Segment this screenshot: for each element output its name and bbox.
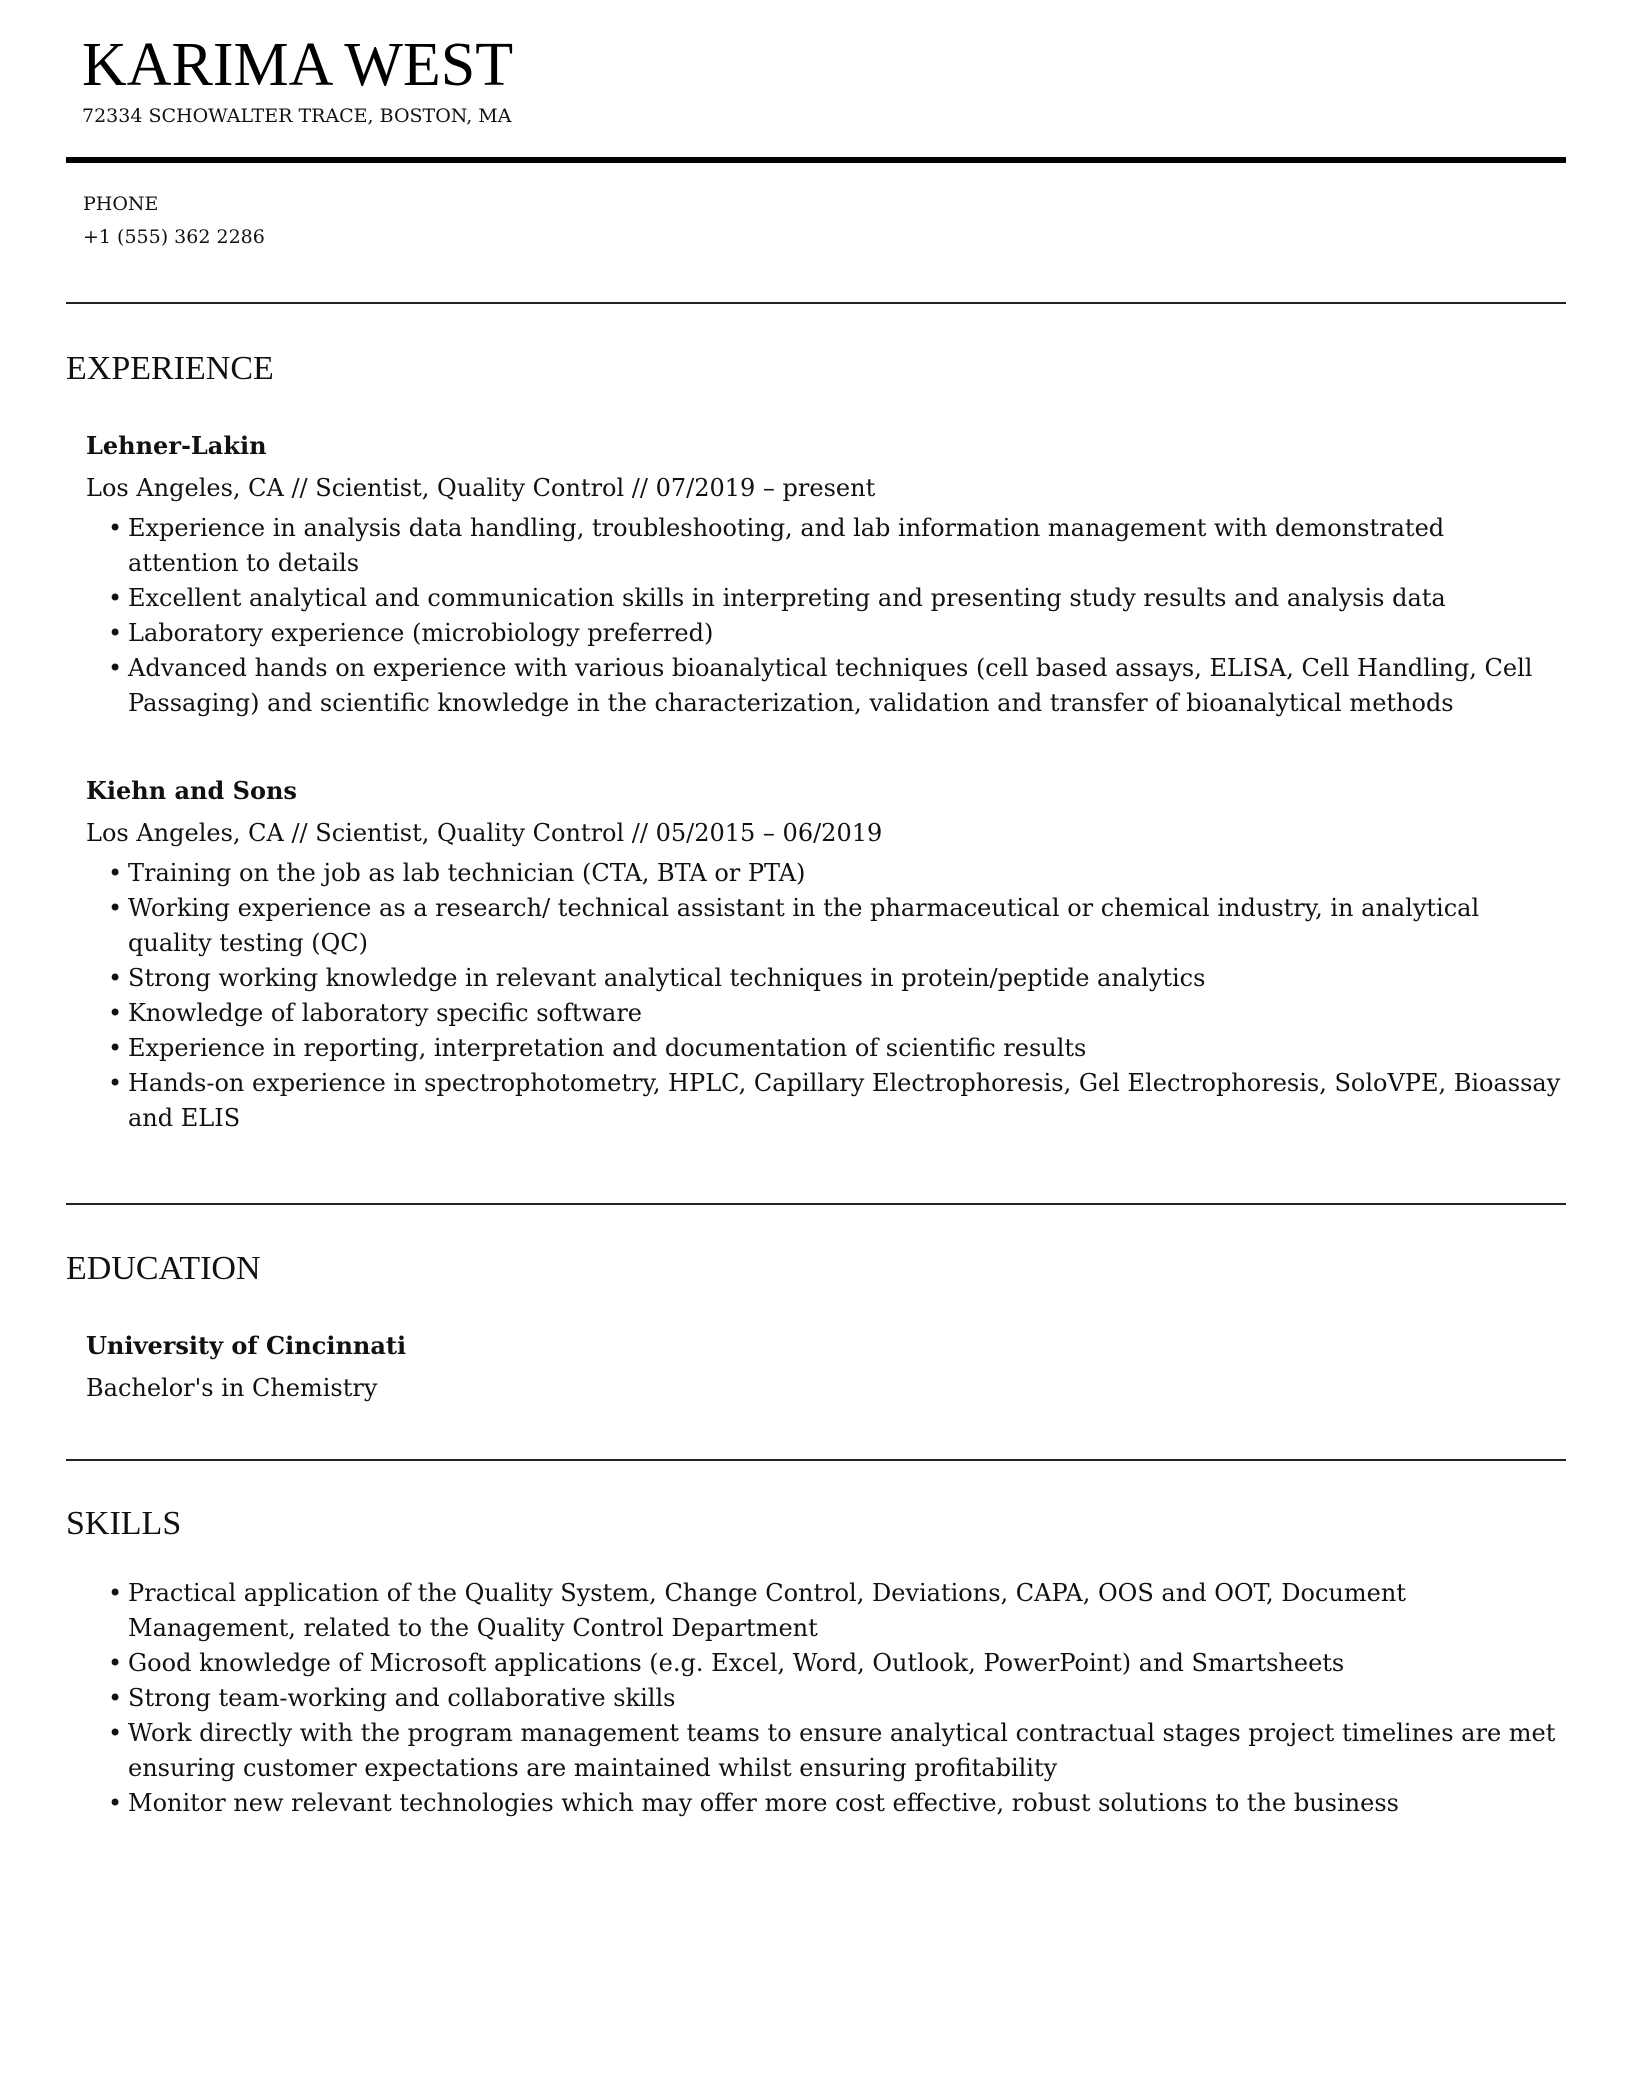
education-heading: EDUCATION [66, 1250, 261, 1287]
experience-entry [86, 776, 1566, 1136]
bullet-icon: • [108, 894, 123, 922]
bullet-icon: • [108, 964, 123, 992]
bullet-icon: • [108, 654, 123, 682]
bullet-text: Hands-on experience in spectrophotometry, HPLC, Capillary Electrophoresis, Gel Electrophoresis, SoloVPE, Bioassay and ELIS [128, 1069, 1561, 1132]
list-item [108, 1716, 1566, 1786]
school-name: University of Cincinnati [86, 1331, 407, 1360]
experience-divider [66, 1203, 1566, 1205]
list-item [108, 961, 1566, 996]
list-item [108, 996, 1566, 1031]
list-item [108, 1681, 1566, 1716]
bullet-text: Working experience as a research/ technical assistant in the pharmaceutical or chemical industry, in analytical quality testing (QC) [128, 894, 1480, 957]
bullet-text: Training on the job as lab technician (CTA, BTA or PTA) [128, 859, 806, 887]
company-name: Lehner-Lakin [86, 431, 267, 460]
experience-entry [86, 431, 1566, 721]
skills-bullets [86, 1576, 1566, 1821]
job-meta: Los Angeles, CA // Scientist, Quality Control // 07/2019 – present [86, 474, 876, 502]
contact-divider [66, 302, 1566, 304]
phone-label: PHONE [83, 193, 159, 215]
phone-value: +1 (555) 362 2286 [83, 226, 265, 248]
degree: Bachelor's in Chemistry [86, 1374, 378, 1402]
bullet-icon: • [108, 619, 123, 647]
header-divider [66, 157, 1566, 163]
bullet-icon: • [108, 584, 123, 612]
skills-heading: SKILLS [66, 1505, 182, 1542]
skills-list-container [86, 1576, 1566, 1821]
list-item [108, 1031, 1566, 1066]
list-item [108, 616, 1566, 651]
education-entry [86, 1331, 1566, 1403]
bullet-icon: • [108, 1789, 123, 1817]
job-bullets [86, 511, 1566, 721]
list-item [108, 511, 1566, 581]
list-item [108, 1646, 1566, 1681]
job-meta: Los Angeles, CA // Scientist, Quality Control // 05/2015 – 06/2019 [86, 819, 883, 847]
bullet-text: Strong working knowledge in relevant analytical techniques in protein/peptide analytics [128, 964, 1206, 992]
bullet-text: Work directly with the program management teams to ensure analytical contractual stages project timelines are met ensuring customer expectations are maintained whilst ensuring profitability [128, 1719, 1556, 1782]
bullet-icon: • [108, 859, 123, 887]
bullet-text: Monitor new relevant technologies which may offer more cost effective, robust solutions to the business [128, 1789, 1399, 1817]
bullet-text: Good knowledge of Microsoft applications (e.g. Excel, Word, Outlook, PowerPoint) and Smartsheets [128, 1649, 1345, 1677]
bullet-text: Advanced hands on experience with various bioanalytical techniques (cell based assays, ELISA, Cell Handling, Cell Passaging) and scientific knowledge in the characterization, validation and transfer of bioanalytical methods [128, 654, 1533, 717]
company-name: Kiehn and Sons [86, 776, 297, 805]
bullet-icon: • [108, 1579, 123, 1607]
bullet-icon: • [108, 1034, 123, 1062]
education-divider [66, 1459, 1566, 1461]
list-item [108, 581, 1566, 616]
candidate-name: KARIMA WEST [82, 31, 514, 99]
job-bullets [86, 856, 1566, 1136]
bullet-text: Knowledge of laboratory specific software [128, 999, 643, 1027]
bullet-text: Strong team-working and collaborative skills [128, 1684, 676, 1712]
bullet-text: Practical application of the Quality System, Change Control, Deviations, CAPA, OOS and OOT, Document Management, related to the Quality Control Department [128, 1579, 1406, 1642]
bullet-text: Laboratory experience (microbiology preferred) [128, 619, 714, 647]
list-item [108, 891, 1566, 961]
bullet-text: Experience in analysis data handling, troubleshooting, and lab information management with demonstrated attention to details [128, 514, 1445, 577]
bullet-icon: • [108, 1719, 123, 1747]
candidate-address: 72334 SCHOWALTER TRACE, BOSTON, MA [82, 105, 512, 127]
list-item [108, 856, 1566, 891]
list-item [108, 651, 1566, 721]
list-item [108, 1576, 1566, 1646]
experience-heading: EXPERIENCE [66, 350, 274, 387]
bullet-icon: • [108, 1069, 123, 1097]
bullet-text: Experience in reporting, interpretation and documentation of scientific results [128, 1034, 1087, 1062]
bullet-text: Excellent analytical and communication skills in interpreting and presenting study results and analysis data [128, 584, 1446, 612]
bullet-icon: • [108, 514, 123, 542]
bullet-icon: • [108, 1684, 123, 1712]
list-item [108, 1066, 1566, 1136]
list-item [108, 1786, 1566, 1821]
bullet-icon: • [108, 999, 123, 1027]
bullet-icon: • [108, 1649, 123, 1677]
